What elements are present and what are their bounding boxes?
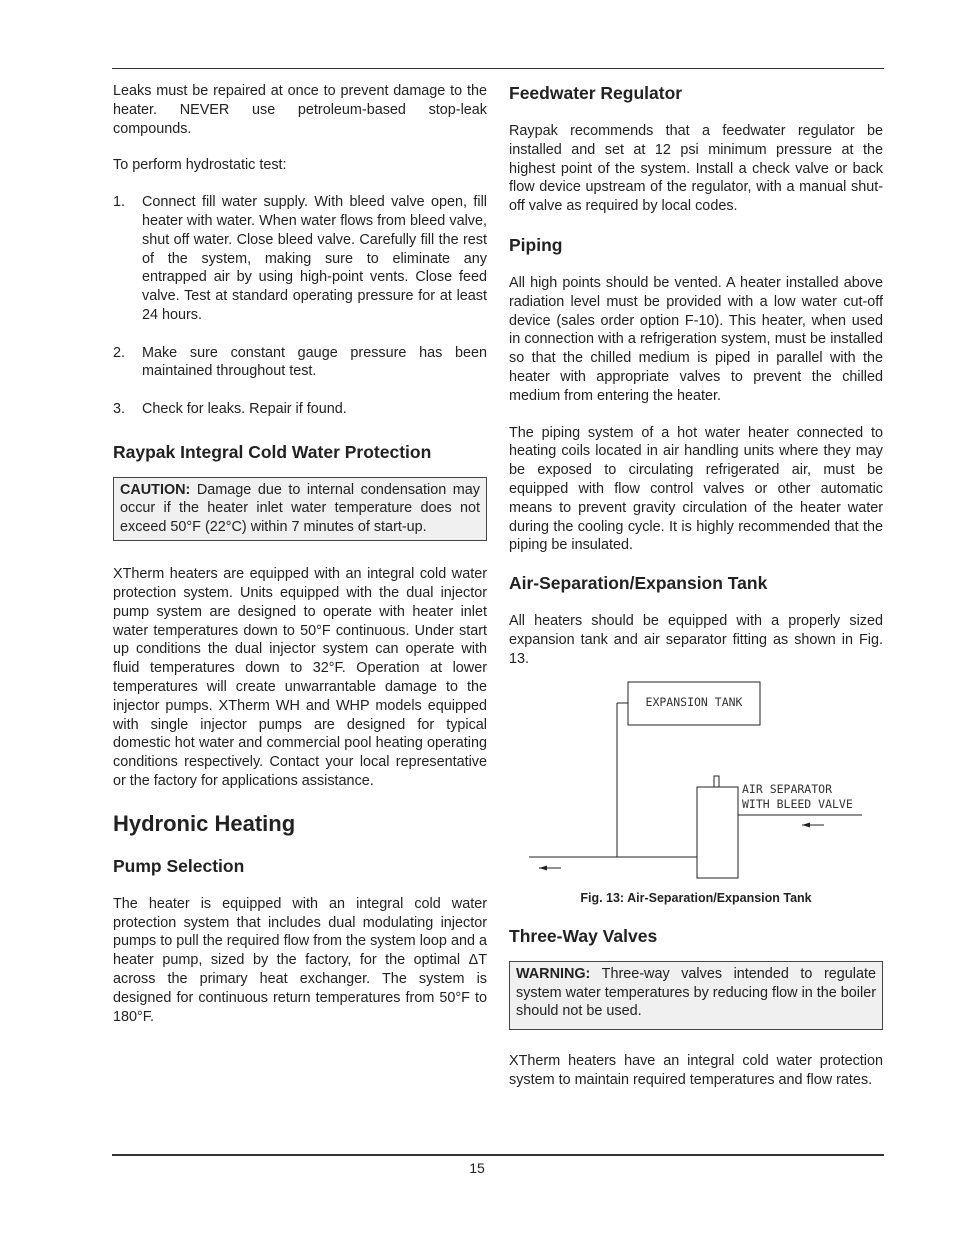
warning-label: WARNING: [516, 966, 591, 983]
pump-selection-heading: Pump Selection [113, 855, 245, 876]
warning-box [509, 961, 883, 1030]
right-column [509, 82, 883, 1089]
step-text: Check for leaks. Repair if found. [142, 400, 347, 417]
caution-label: CAUTION: [120, 481, 191, 498]
caution-box [113, 477, 487, 542]
page-number: 15 [469, 1160, 485, 1176]
separator-label-2: WITH BLEED VALVE [742, 796, 853, 811]
caution-text: Damage due to internal condensation may occur if the heater inlet water temperature does not exceed 50°F (22°C) within 7 minutes of start-up. [120, 481, 480, 535]
hydrostatic-test-lead: To perform hydrostatic test: [113, 157, 287, 174]
air-separation-paragraph: All heaters should be equipped with a properly sized expansion tank and air separator fitting as shown in Fig. 13. [509, 613, 883, 667]
bottom-rule [112, 1154, 884, 1156]
list-item [113, 193, 487, 325]
cold-water-protection-heading: Raypak Integral Cold Water Protection [113, 441, 432, 462]
xtherm-protection-paragraph: XTherm heaters are equipped with an integral cold water protection system. Units equipped with the dual injector pump system are designed to operate with heater inlet water temperatures down to 50°F continuous. Under start up conditions the dual injector system can operate with fluid temperatures down to 32°F. Operation at lower temperatures will create unwarrantable damage to the injector pumps. XTherm WH and WHP models equipped with single injector pumps are designed for typical domestic hot water and commercial pool heating operating conditions respectively. Contact your local representative or the factory for applications assistance. [113, 566, 487, 790]
feedwater-paragraph: Raypak recommends that a feedwater regulator be installed and set at 12 psi minimum pressure at the highest point of the system. Install a check valve or back flow device upstream of the regulator, with a manual shut-off valve as required by local codes. [509, 123, 883, 215]
feedwater-regulator-heading: Feedwater Regulator [509, 83, 683, 103]
figure-caption: Fig. 13: Air-Separation/Expansion Tank [580, 890, 812, 905]
leak-intro-paragraph: Leaks must be repaired at once to prevent damage to the heater. NEVER use petroleum-based stop-leak compounds. [113, 83, 487, 137]
step-number: 2. [113, 344, 126, 361]
air-separator-body [697, 787, 738, 878]
left-column [113, 82, 487, 1026]
list-item [113, 344, 487, 382]
piping-heading: Piping [509, 234, 563, 255]
three-way-paragraph: XTherm heaters have an integral cold water protection system to maintain required temperatures and flow rates. [509, 1052, 883, 1088]
pump-selection-paragraph: The heater is equipped with an integral cold water protection system that includes dual modulating injector pumps to pull the required flow from the system loop and a heater pump, sized by the factory, for the optimal ΔT across the primary heat exchanger. The system is designed for continuous return temperatures from 50°F to 180°F. [113, 895, 487, 1025]
hydrostatic-test-steps [113, 193, 487, 419]
air-separation-heading: Air-Separation/Expansion Tank [509, 573, 768, 594]
step-text: Make sure constant gauge pressure has been maintained throughout test. [142, 344, 487, 380]
expansion-tank-label: EXPANSION TANK [645, 694, 743, 709]
warning-text: Three-way valves intended to regulate system water temperatures by reducing flow in the boiler should not be used. [516, 966, 876, 1020]
piping-diagram [509, 681, 883, 881]
outlet-arrowhead [539, 865, 547, 870]
piping-paragraph-2: The piping system of a hot water heater connected to heating coils located in air handling units where they may be exposed to circulating refrigerated air, must be equipped with flow control valves or other automatic means to prevent gravity circulation of the heater water during the cooling cycle. It is highly recommended that the piping be insulated. [509, 424, 883, 554]
list-item [113, 400, 487, 419]
three-way-valves-heading: Three-Way Valves [509, 926, 658, 947]
air-separation-figure [509, 681, 883, 881]
step-text: Connect fill water supply. With bleed valve open, fill heater with water. When water flows from bleed valve, shut off water. Close bleed valve. Carefully fill the rest of the system, making sure to eliminate any entrapped air by using high-point vents. Close feed valve. Test at standard operating pressure for at least 24 hours. [142, 194, 487, 323]
bleed-valve [714, 776, 719, 787]
step-number: 3. [113, 400, 126, 417]
piping-paragraph-1: All high points should be vented. A heater installed above radiation level must be provided with a low water cut-off device (sales order option F-10). This heater, when used in connection with a refrigeration system, must be installed so that the chilled medium is piped in parallel with the heater with appropriate valves to prevent the chilled medium from entering the heater. [509, 274, 883, 404]
top-rule [112, 68, 884, 69]
step-number: 1. [113, 194, 126, 211]
hydronic-heating-heading: Hydronic Heating [113, 810, 296, 836]
separator-label-1: AIR SEPARATOR [742, 781, 833, 796]
return-arrowhead [802, 822, 810, 827]
